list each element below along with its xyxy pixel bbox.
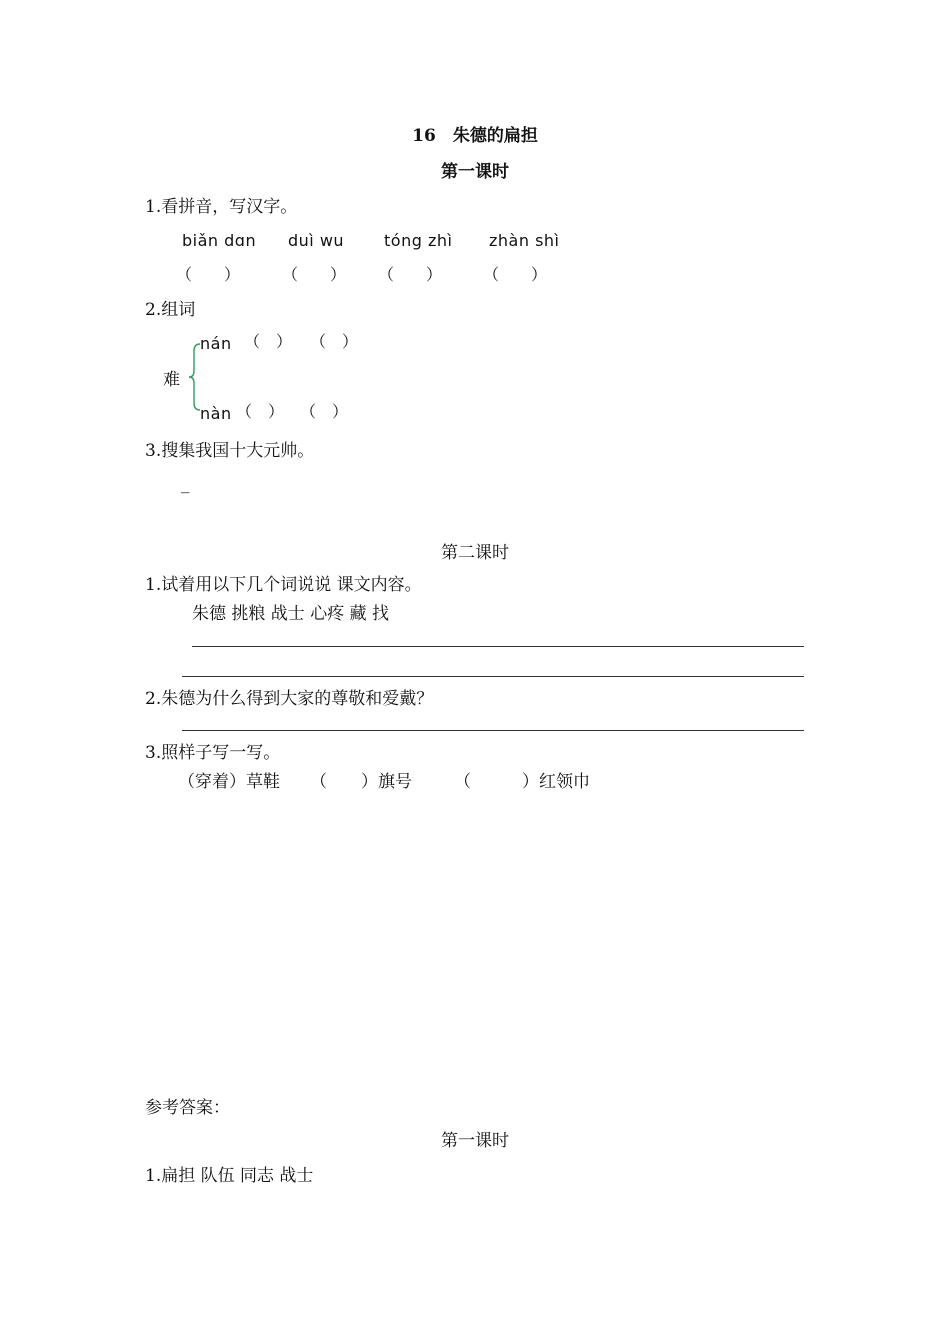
pinyin-2: duì wu	[288, 231, 345, 250]
word-blank-2a[interactable]: （ ）	[236, 402, 285, 421]
example-item: （穿着）草鞋	[178, 772, 280, 792]
pinyin-1: biǎn dɑn	[182, 231, 257, 250]
char-nan: 难	[163, 370, 180, 390]
answer-line-1[interactable]	[192, 646, 804, 647]
answer-1: 1.扁担 队伍 同志 战士	[145, 1166, 314, 1186]
word-blank-1a[interactable]: （ ）	[244, 332, 293, 351]
word-blank-1b[interactable]: （ ）	[310, 332, 359, 351]
lesson1-heading: 第一课时	[441, 162, 509, 182]
l1-q2-label: 2.组词	[145, 300, 196, 320]
word-blank-2b[interactable]: （ ）	[300, 402, 349, 421]
answer-line-2[interactable]	[182, 676, 804, 677]
answers-label: 参考答案：	[145, 1098, 230, 1118]
answers-heading: 第一课时	[441, 1131, 509, 1151]
fill-item-flag[interactable]: （ ）旗号	[310, 772, 412, 792]
answer-blank-1[interactable]: （ ）	[176, 265, 241, 284]
reading-nan2: nán	[200, 334, 232, 353]
fill-item-scarf[interactable]: （ ）红领巾	[454, 772, 590, 792]
brace-icon	[188, 343, 202, 411]
answer-blank-2[interactable]: （ ）	[282, 265, 347, 284]
l2-q2-label: 2.朱德为什么得到大家的尊敬和爱戴？	[145, 689, 434, 709]
answer-mark: _	[181, 474, 190, 494]
answer-blank-3[interactable]: （ ）	[378, 265, 443, 284]
lesson2-heading: 第二课时	[441, 543, 509, 563]
l2-q3-label: 3.照样子写一写。	[145, 743, 281, 763]
page-title: 16 朱德的扁担	[412, 126, 538, 146]
l1-q1-label: 1.看拼音，写汉字。	[145, 197, 298, 217]
pinyin-4: zhàn shì	[489, 231, 560, 250]
l1-q3-label: 3.搜集我国十大元帅。	[145, 441, 315, 461]
l2-q1-label: 1.试着用以下几个词说说 课文内容。	[145, 575, 422, 595]
answer-line-3[interactable]	[182, 730, 804, 731]
l2-q1-words: 朱德 挑粮 战士 心疼 藏 找	[192, 604, 390, 624]
answer-blank-4[interactable]: （ ）	[483, 265, 548, 284]
pinyin-3: tóng zhì	[384, 231, 453, 250]
reading-nan4: nàn	[200, 404, 232, 423]
